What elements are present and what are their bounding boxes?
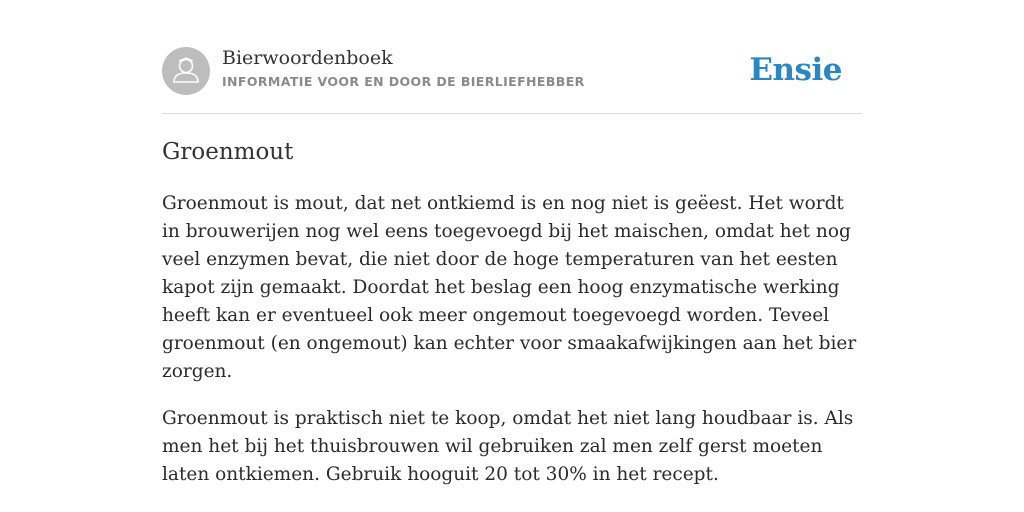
entry-paragraph: Groenmout is mout, dat net ontkiemd is en nog niet is geëest. Het wordt in brouwerijen nog wel eens toegevoegd bij het maischen, omdat het nog veel enzymen bevat, die niet door de hoge temperaturen van het eesten kapot zijn gemaakt. Doordat het beslag een hoog enzymatische werking heeft kan er eventueel ook meer ongemout toegevoegd worden. Teveel groenmout (en ongemout) kan echter voor smaakafwijkingen aan het bier zorgen.: [162, 193, 857, 382]
user-avatar-icon[interactable]: [162, 47, 210, 95]
entry-paragraph: Groenmout is praktisch niet te koop, omdat het niet lang houdbaar is. Als men het bij het thuisbrouwen wil gebruiken zal men zelf gerst moeten laten ontkiemen. Gebruik hooguit 20 tot 30% in het recept.: [162, 408, 854, 485]
site-subtitle: INFORMATIE VOOR EN DOOR DE BIERLIEFHEBBER: [222, 74, 585, 89]
entry-body: [162, 190, 862, 508]
entry-title: Groenmout: [162, 139, 294, 165]
site-header: [162, 46, 862, 96]
header-divider: [162, 113, 862, 114]
ensie-logo[interactable]: Ensie: [749, 52, 842, 88]
site-title[interactable]: Bierwoordenboek: [222, 47, 393, 69]
